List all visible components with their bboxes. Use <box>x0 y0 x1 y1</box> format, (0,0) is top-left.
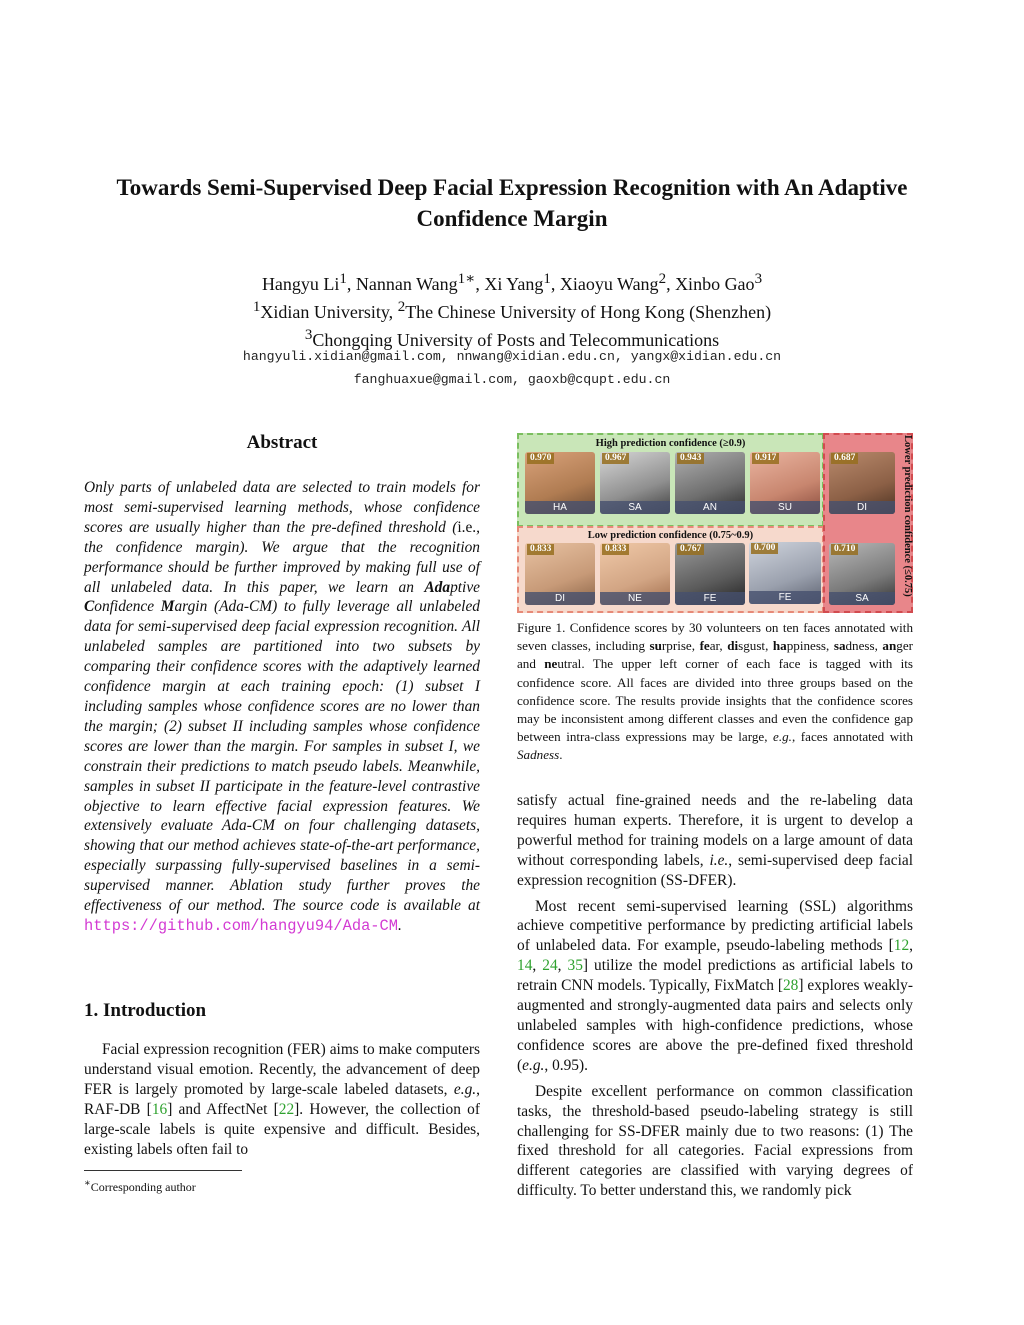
footnote-rule <box>84 1170 242 1171</box>
abstract-bold: C <box>84 598 95 616</box>
expression-label: FE <box>749 591 821 604</box>
author-sup: 2 <box>658 271 667 287</box>
author-name: Xinbo Gao <box>675 274 755 294</box>
mid-group-title: Low prediction confidence (0.75~0.9) <box>587 530 754 541</box>
confidence-score: 0.687 <box>831 453 858 464</box>
expression-label: SU <box>750 501 820 514</box>
emails-line-1: hangyuli.xidian@gmail.com, nnwang@xidian.edu.cn, yangx@xidian.edu.cn <box>242 349 782 364</box>
text-span: satisfy actual fine-grained needs and the re-labeling data requires human experts. Therefore, it is urgent to develop a powerful method for training models on a large amount of data without corresponding labels, <box>517 792 913 869</box>
caption-bold: sa <box>833 638 846 654</box>
confidence-score: 0.943 <box>677 453 704 464</box>
citation-link[interactable]: 28 <box>782 977 799 995</box>
text-span: ] utilize the model predictions as artificial labels to retrain CNN models. Typically, FixMatch [ <box>517 957 913 995</box>
confidence-score: 0.700 <box>751 543 778 554</box>
expression-label: SA <box>600 501 670 514</box>
expression-label: FE <box>675 592 745 605</box>
source-code-link[interactable]: https://github.com/hangyu94/Ada-CM <box>84 916 399 935</box>
caption-span: ger and <box>517 638 913 672</box>
caption-span: . <box>559 747 563 763</box>
text-span: ]. However, the collection of large-scale labels is quite expensive and difficult. Besides, existing labels often fail to <box>84 1100 480 1158</box>
caption-span: ar, <box>709 638 728 654</box>
introduction-paragraph <box>84 1040 480 1159</box>
expression-label: SA <box>829 592 895 605</box>
text-span: , semi-supervised deep facial expression recognition (SS-DFER). <box>517 851 913 889</box>
author-sup: 1∗ <box>457 271 476 287</box>
caption-span: , faces annotated with <box>791 729 913 745</box>
abstract-bold: Ada <box>424 578 451 596</box>
text-italic: e.g. <box>522 1056 545 1074</box>
author-name: Nannan Wang <box>355 274 458 294</box>
text-span: Facial expression recognition (FER) aims to make computers understand visual emotion. Recently, the advancement of deep FER is largely promoted by large-scale labeled datasets, <box>84 1041 480 1098</box>
right-p2: Most recent semi-supervised learning (SSL) algorithms achieve competitive performance by predicting artificial labels of unlabeled data. For example, pseudo-labeling methods [12, 14, 24, 35] utilize the model predictions as artificial labels to retrain CNN models. Typically, FixMatch [28] explores weakly-augmented and strongly-augmented data pairs and selects only unlabeled samples with high-confidence predictions, whose confidence scores are above the pre-defined fixed threshold (e.g., 0.95). <box>517 897 913 1074</box>
citation-link[interactable]: 24 <box>542 957 558 975</box>
abstract-span: argin (Ada-CM) to fully leverage all unlabeled data for semi-supervised deep facial expression recognition. All unlabeled samples are partitioned into two subsets by comparing their confidence scores with the adaptively learned confidence margin at each training epoch: (1) subset I including samples whose confidence scores are no lower than the margin; (2) subset II including samples whose confidence scores are lower than the margin. For samples in subset I, we constrain their predictions to match pseudo labels. Meanwhile, samples in subset II participate in the feature-level contrastive objective to learn effective facial expression features. We extensively evaluate Ada-CM on four challenging datasets, showing that our method achieves state-of-the-art performance, especially surpassing fully-supervised baselines in a semi-supervised manner. Ablation study further proves the effectiveness of our method. The source code is available at <box>84 598 480 915</box>
right-column-text <box>517 791 913 1201</box>
confidence-score: 0.967 <box>602 453 629 464</box>
caption-bold: di <box>727 638 739 654</box>
caption-bold: an <box>882 638 897 654</box>
text-span: ] explores weakly-augmented and strongly-augmented data pairs and selects only unlabeled samples with high-confidence predictions, whose confidence scores are above the pre-defined fixed threshold ( <box>517 977 913 1074</box>
face-image <box>600 543 670 605</box>
caption-span: sgust, <box>738 638 773 654</box>
text-span: ] and AffectNet [ <box>167 1100 279 1118</box>
author-list: Hangyu Li$^1$, Nannan Wang$^{1∗}$, Xi Yang$^1$, Xiaoyu Wang$^2$, Xinbo Gao$^3$ <box>261 271 763 294</box>
abstract-text <box>84 478 480 937</box>
caption-italic: Sadness <box>517 747 560 763</box>
author-block <box>60 268 964 352</box>
footnote-text: Corresponding author <box>90 1180 196 1194</box>
expression-label: DI <box>525 592 595 605</box>
face-image <box>675 543 745 605</box>
caption-span: utral. <box>557 656 585 672</box>
face-image <box>525 543 595 605</box>
caption-span: dness, <box>845 638 883 654</box>
intro-p1 <box>84 1040 480 1159</box>
affil-sup: 2 <box>397 299 406 315</box>
lower-confidence-group <box>823 433 913 613</box>
citation-link[interactable]: 12 <box>893 937 910 955</box>
expression-label: AN <box>675 501 745 514</box>
abstract-span: , the confidence margin). We argue that the recognition performance should be further improved by making full use of all unlabeled data. In this paper, we learn an <box>84 518 480 596</box>
high-group-title: High prediction confidence (≥0.9) <box>595 438 746 449</box>
citation-link[interactable]: 22 <box>278 1100 295 1118</box>
abstract-span: . <box>398 916 402 934</box>
confidence-score: 0.767 <box>677 544 704 555</box>
caption-span: ppiness, <box>786 638 834 654</box>
author-name: Xi Yang <box>484 274 544 294</box>
abstract-span: ptive <box>450 578 480 596</box>
affil-sup: 1 <box>252 299 261 315</box>
right-p1 <box>517 791 913 891</box>
face-image <box>829 543 895 605</box>
expression-label: NE <box>600 592 670 605</box>
author-sup: 3 <box>754 271 763 287</box>
caption-bold: fe <box>699 638 710 654</box>
caption-bold: su <box>649 638 662 654</box>
affil-text: Chongqing University of Posts and Telecommunications <box>312 330 720 350</box>
face-image <box>600 452 670 514</box>
affil-text: The Chinese University of Hong Kong (Shenzhen) <box>405 302 772 322</box>
introduction-heading: 1. Introduction <box>84 1000 207 1021</box>
lower-group-title-text: Lower prediction confidence (≤0.75) <box>902 435 913 597</box>
caption-bold: ne <box>544 656 558 672</box>
face-image <box>525 452 595 514</box>
face-image <box>829 452 895 514</box>
confidence-score: 0.833 <box>527 544 554 555</box>
citation-link[interactable]: 14 <box>517 957 533 975</box>
affil-sup: 3 <box>304 327 313 343</box>
figure-1 <box>517 433 913 611</box>
right-p3: Despite excellent performance on common classification tasks, the threshold-based pseudo-labeling strategy is still challenging for SS-DFER mainly due to two reasons: (1) The fixed threshold for all categories. Facial expressions from different categories are classified with varying degrees of difficulty. To better understand this, we randomly pick <box>517 1082 913 1200</box>
text-span: Most recent semi-supervised learning (SSL) algorithms achieve competitive performance by predicting artificial labels of unlabeled data. For example, pseudo-labeling methods [ <box>517 897 913 955</box>
abstract-bold: M <box>160 598 175 616</box>
caption-italic: e.g. <box>773 729 792 745</box>
face-image <box>749 542 821 604</box>
author-sup: 1 <box>543 271 551 287</box>
author-name: Hangyu Li <box>261 274 340 294</box>
caption-bold: ha <box>772 638 787 654</box>
author-sup: 1 <box>339 271 347 287</box>
caption-span: Figure 1. Confidence scores by 30 volunteers on ten faces annotated with seven classes, including <box>517 620 913 654</box>
paper-title <box>60 172 964 234</box>
footnote-mark: ∗ <box>84 1178 91 1189</box>
text-italic: i.e. <box>709 851 729 869</box>
expression-label: HA <box>525 501 595 514</box>
text-italic: e.g. <box>453 1080 477 1098</box>
footnote <box>84 1176 196 1195</box>
caption-span: The upper left corner of each face is tagged with its confidence score. All faces are divided into three groups based on the confidence score. The results provide insights that the confidence scores may be inconsistent among different classes and even the confidence gap between intra-class expressions may be large, <box>517 656 913 745</box>
face-image <box>750 452 820 514</box>
author-name: Xiaoyu Wang <box>559 274 659 294</box>
confidence-score: 0.833 <box>602 544 629 555</box>
lower-group-title <box>901 435 913 611</box>
abstract-span: i.e. <box>457 518 477 536</box>
title-line-2: Confidence Margin <box>416 206 608 231</box>
expression-label: DI <box>829 501 895 514</box>
abstract-span: Only parts of unlabeled data are selected to train models for most semi-supervised learning methods, whose confidence scores are usually higher than the pre-defined threshold ( <box>84 479 480 536</box>
emails-line-2: fanghuaxue@gmail.com, gaoxb@cqupt.edu.cn <box>353 372 671 387</box>
figure-caption <box>517 619 913 765</box>
citation-link[interactable]: 16 <box>151 1100 168 1118</box>
confidence-score: 0.710 <box>831 544 858 555</box>
confidence-score: 0.917 <box>752 453 779 464</box>
affiliation-line-1 <box>60 296 964 324</box>
text-span: , RAF-DB [ <box>84 1080 480 1118</box>
title-line-1: Towards Semi-Supervised Deep Facial Expression Recognition with An Adaptive <box>116 175 908 200</box>
abstract-heading: Abstract <box>246 432 318 453</box>
email-block <box>60 345 964 391</box>
citation-link[interactable]: 35 <box>567 957 583 975</box>
confidence-score: 0.970 <box>527 453 554 464</box>
high-confidence-group <box>517 433 824 527</box>
abstract-span: onfidence <box>94 598 161 616</box>
caption-span: rprise, <box>661 638 700 654</box>
face-image <box>675 452 745 514</box>
affil-text: Xidian University, <box>260 302 398 322</box>
text-span: , 0.95). <box>544 1056 588 1074</box>
